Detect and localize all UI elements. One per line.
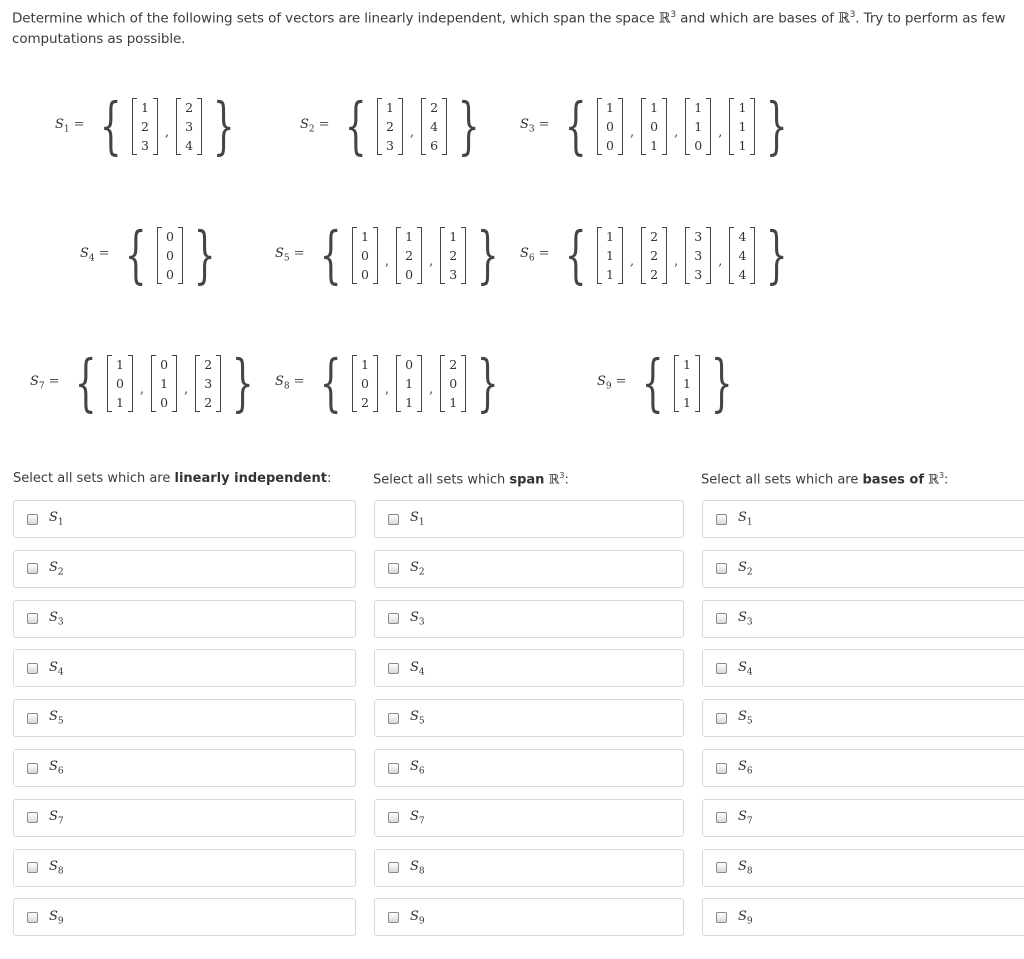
vector-entry: 3 xyxy=(204,375,213,391)
column-vector xyxy=(729,98,755,155)
checkbox[interactable] xyxy=(388,812,399,823)
span-option-s6[interactable] xyxy=(374,749,684,787)
vector-set-s1: $S_1$ = { 1 2 3 , 2 3 4 } xyxy=(55,89,235,162)
option-label: $S_4$ xyxy=(49,659,64,678)
option-label: $S_1$ xyxy=(49,510,64,528)
checkbox[interactable] xyxy=(27,862,38,873)
option-label: $S_1$ xyxy=(410,510,425,528)
checkbox[interactable] xyxy=(716,812,727,823)
vector-entry: 0 xyxy=(405,356,414,372)
checkbox[interactable] xyxy=(388,763,399,774)
vector-entry: 3 xyxy=(694,228,703,244)
checkbox[interactable] xyxy=(388,563,399,574)
vector-entry: 1 xyxy=(650,99,659,115)
set-open-brace: { xyxy=(74,346,97,419)
column-title-bases: Select all sets which are bases of ℝ$^3$: xyxy=(701,471,949,488)
checkbox[interactable] xyxy=(27,912,38,923)
vector-entry: 6 xyxy=(430,137,439,153)
vector-entry: 1 xyxy=(449,228,458,244)
vector-entry: 1 xyxy=(449,394,458,410)
vector-set-s2: $S_2$ = { 1 2 3 , 2 4 6 } xyxy=(300,89,480,162)
checkbox[interactable] xyxy=(27,613,38,624)
vector-entry: 1 xyxy=(386,99,394,115)
bases-option-s6[interactable] xyxy=(702,749,1024,787)
column-vector xyxy=(440,227,466,284)
set-close-brace: } xyxy=(766,218,788,291)
vector-entry: 1 xyxy=(116,394,124,410)
checkbox[interactable] xyxy=(716,763,727,774)
bases-option-s5[interactable] xyxy=(702,699,1024,737)
column-vector xyxy=(685,227,711,284)
linearly-independent-option-s5[interactable] xyxy=(13,699,356,737)
set-close-brace: } xyxy=(458,89,480,162)
column-vector xyxy=(674,355,700,412)
option-label: $S_7$ xyxy=(738,809,753,827)
set-open-brace: { xyxy=(564,218,587,291)
column-vector xyxy=(352,355,378,412)
problem-statement: Determine which of the following sets of vectors are linearly independent, which span the space ℝ$^3$ and which are bases of ℝ$^3$. Try to perform as few computations as possible. xyxy=(12,10,1006,47)
checkbox[interactable] xyxy=(716,663,727,674)
column-vector xyxy=(685,98,711,155)
option-label: $S_8$ xyxy=(738,858,753,877)
linearly-independent-option-s2[interactable] xyxy=(13,550,356,588)
option-label: $S_7$ xyxy=(49,809,64,827)
checkbox[interactable] xyxy=(388,613,399,624)
set-close-brace: } xyxy=(232,346,254,419)
vector-set-s5: $S_5$ = { 1 0 0 , 1 2 0 , 1 2 3 } xyxy=(275,218,499,291)
checkbox[interactable] xyxy=(27,812,38,823)
column-vector xyxy=(729,227,755,284)
column-vector xyxy=(396,227,422,284)
linearly-independent-option-s3[interactable] xyxy=(13,600,356,638)
column-vector xyxy=(151,355,177,412)
option-label: $S_6$ xyxy=(738,759,753,777)
checkbox[interactable] xyxy=(27,663,38,674)
vector-entry: 2 xyxy=(141,118,149,134)
vector-entry: 0 xyxy=(694,137,703,153)
vector-entry: 0 xyxy=(116,375,124,391)
set-label: $S_6$ = xyxy=(520,246,550,264)
vector-entry: 2 xyxy=(449,356,458,372)
vector-entry: 4 xyxy=(738,247,747,263)
vector-entry: 2 xyxy=(650,247,659,263)
linearly-independent-option-s1[interactable] xyxy=(13,500,356,538)
vector-entry: 3 xyxy=(386,137,394,153)
vector-entry: 2 xyxy=(650,228,659,244)
set-open-brace: { xyxy=(344,89,367,162)
vector-entry: 2 xyxy=(204,394,213,410)
vector-entry: 2 xyxy=(430,99,439,115)
vector-entry: 0 xyxy=(160,394,169,410)
vector-set-s3: $S_3$ = { 1 0 0 , 1 0 1 , 1 1 0 , 1 1 1 } xyxy=(520,89,788,162)
bases-option-s9[interactable] xyxy=(702,898,1024,936)
bases-option-s2[interactable] xyxy=(702,550,1024,588)
vector-set-s7: $S_7$ = { 1 0 1 , 0 1 0 , 2 3 2 } xyxy=(30,346,254,419)
column-title-linearly-independent: Select all sets which are linearly independent: xyxy=(13,471,332,486)
set-open-brace: { xyxy=(564,89,587,162)
set-close-brace: } xyxy=(766,89,788,162)
option-label: $S_7$ xyxy=(410,809,425,827)
vector-entry: 1 xyxy=(141,99,149,115)
vector-entry: 1 xyxy=(606,247,614,263)
option-label: $S_5$ xyxy=(410,709,425,727)
option-label: $S_2$ xyxy=(738,560,753,578)
option-label: $S_3$ xyxy=(49,609,64,628)
vector-entry: 2 xyxy=(185,99,194,115)
linearly-independent-option-s9[interactable] xyxy=(13,898,356,936)
checkbox[interactable] xyxy=(27,563,38,574)
vector-entry: 0 xyxy=(361,247,369,263)
option-label: $S_4$ xyxy=(738,659,753,678)
option-label: $S_5$ xyxy=(738,709,753,727)
checkbox[interactable] xyxy=(716,514,727,525)
vector-entry: 0 xyxy=(361,375,369,391)
checkbox[interactable] xyxy=(716,862,727,873)
vector-entry: 1 xyxy=(683,375,691,391)
vector-entry: 4 xyxy=(738,266,747,282)
vector-entry: 1 xyxy=(606,228,614,244)
option-label: $S_2$ xyxy=(49,560,64,578)
checkbox[interactable] xyxy=(27,514,38,525)
set-close-brace: } xyxy=(193,218,216,291)
checkbox[interactable] xyxy=(388,713,399,724)
vector-entry: 2 xyxy=(361,394,369,410)
checkbox[interactable] xyxy=(716,563,727,574)
checkbox[interactable] xyxy=(716,713,727,724)
set-open-brace: { xyxy=(319,218,342,291)
column-vector xyxy=(421,98,447,155)
linearly-independent-option-s8[interactable] xyxy=(13,849,356,887)
vector-entry: 1 xyxy=(738,118,747,134)
span-option-s9[interactable] xyxy=(374,898,684,936)
vector-entry: 0 xyxy=(166,247,174,263)
set-label: $S_3$ = xyxy=(520,117,550,135)
vector-entry: 3 xyxy=(185,118,194,134)
bases-option-s3[interactable] xyxy=(702,600,1024,638)
bases-option-s4[interactable] xyxy=(702,649,1024,687)
option-label: $S_5$ xyxy=(49,709,64,727)
vector-entry: 1 xyxy=(606,266,614,282)
vector-set-s8: $S_8$ = { 1 0 2 , 0 1 1 , 2 0 1 } xyxy=(275,346,499,419)
vector-set-s4 xyxy=(80,215,224,295)
vector-entry: 2 xyxy=(449,247,458,263)
option-label: $S_9$ xyxy=(49,908,64,927)
set-open-brace: { xyxy=(319,346,342,419)
option-label: $S_6$ xyxy=(49,759,64,777)
option-label: $S_3$ xyxy=(738,609,753,628)
column-vector xyxy=(641,227,667,284)
option-label: $S_8$ xyxy=(49,858,64,877)
vector-entry: 4 xyxy=(430,118,439,134)
set-label: $S_1$ = xyxy=(55,117,85,135)
span-option-s1[interactable] xyxy=(374,500,684,538)
bases-option-s8[interactable] xyxy=(702,849,1024,887)
bases-option-s1[interactable] xyxy=(702,500,1024,538)
vector-entry: 2 xyxy=(204,356,213,372)
set-close-brace: } xyxy=(477,218,499,291)
column-vector xyxy=(597,98,623,155)
bases-option-s7[interactable] xyxy=(702,799,1024,837)
vector-entry: 3 xyxy=(694,266,703,282)
checkbox[interactable] xyxy=(388,514,399,525)
set-label: $S_5$ = xyxy=(275,246,305,264)
vector-entry: 3 xyxy=(449,266,458,282)
checkbox[interactable] xyxy=(388,663,399,674)
column-vector xyxy=(641,98,667,155)
span-option-s3[interactable] xyxy=(374,600,684,638)
set-label: $S_8$ = xyxy=(275,374,305,392)
set-close-brace: } xyxy=(710,346,733,419)
span-option-s8[interactable] xyxy=(374,849,684,887)
vector-entry: 0 xyxy=(606,118,614,134)
checkbox[interactable] xyxy=(27,763,38,774)
set-label: $S_2$ = xyxy=(300,117,330,135)
vector-entry: 0 xyxy=(361,266,369,282)
vector-entry: 1 xyxy=(694,118,703,134)
vector-entry: 1 xyxy=(405,375,414,391)
set-label: $S_7$ = xyxy=(30,374,60,392)
column-vector xyxy=(157,227,183,284)
set-close-brace: } xyxy=(477,346,499,419)
span-option-s7[interactable] xyxy=(374,799,684,837)
checkbox[interactable] xyxy=(716,912,727,923)
column-vector xyxy=(377,98,403,155)
vector-entry: 1 xyxy=(361,356,369,372)
column-vector xyxy=(195,355,221,412)
linearly-independent-option-s7[interactable] xyxy=(13,799,356,837)
vector-entry: 1 xyxy=(683,394,691,410)
set-label: $S_9$ = xyxy=(597,374,627,392)
column-title-span: Select all sets which span ℝ$^3$: xyxy=(373,471,569,488)
vector-set-s6: $S_6$ = { 1 1 1 , 2 2 2 , 3 3 3 , 4 4 4 } xyxy=(520,218,788,291)
vector-entry: 0 xyxy=(160,356,169,372)
vector-entry: 3 xyxy=(141,137,149,153)
vector-entry: 2 xyxy=(405,247,414,263)
option-label: $S_1$ xyxy=(738,510,753,528)
column-vector xyxy=(440,355,466,412)
vector-entry: 1 xyxy=(694,99,703,115)
span-option-s5[interactable] xyxy=(374,699,684,737)
vector-entry: 1 xyxy=(405,228,414,244)
set-label: $S_4$ = xyxy=(80,246,110,264)
option-label: $S_3$ xyxy=(410,609,425,628)
option-label: $S_2$ xyxy=(410,560,425,578)
checkbox[interactable] xyxy=(716,613,727,624)
vector-entry: 0 xyxy=(166,228,174,244)
vector-entry: 2 xyxy=(386,118,394,134)
vector-entry: 4 xyxy=(738,228,747,244)
checkbox[interactable] xyxy=(388,862,399,873)
column-vector xyxy=(396,355,422,412)
vector-entry: 0 xyxy=(650,118,659,134)
vector-entry: 4 xyxy=(185,137,194,153)
vector-entry: 0 xyxy=(606,137,614,153)
vector-entry: 1 xyxy=(606,99,614,115)
column-vector xyxy=(597,227,623,284)
vector-entry: 1 xyxy=(160,375,169,391)
column-vector xyxy=(352,227,378,284)
option-label: $S_9$ xyxy=(738,908,753,927)
span-option-s4[interactable] xyxy=(374,649,684,687)
vector-entry: 0 xyxy=(166,266,174,282)
column-vector xyxy=(132,98,158,155)
vector-entry: 2 xyxy=(650,266,659,282)
vector-entry: 0 xyxy=(449,375,458,391)
checkbox[interactable] xyxy=(388,912,399,923)
set-open-brace: { xyxy=(641,346,664,419)
vector-set-s9 xyxy=(597,343,741,423)
column-vector xyxy=(107,355,133,412)
vector-entry: 0 xyxy=(405,266,414,282)
checkbox[interactable] xyxy=(27,713,38,724)
set-open-brace: { xyxy=(99,89,122,162)
option-label: $S_8$ xyxy=(410,858,425,877)
linearly-independent-option-s4[interactable] xyxy=(13,649,356,687)
vector-entry: 3 xyxy=(694,247,703,263)
vector-entry: 1 xyxy=(683,356,691,372)
option-label: $S_6$ xyxy=(410,759,425,777)
option-label: $S_9$ xyxy=(410,908,425,927)
vector-entry: 1 xyxy=(738,137,747,153)
span-option-s2[interactable] xyxy=(374,550,684,588)
set-open-brace: { xyxy=(124,218,147,291)
linearly-independent-option-s6[interactable] xyxy=(13,749,356,787)
vector-entry: 1 xyxy=(116,356,124,372)
option-label: $S_4$ xyxy=(410,659,425,678)
set-close-brace: } xyxy=(213,89,235,162)
vector-entry: 1 xyxy=(361,228,369,244)
column-vector xyxy=(176,98,202,155)
vector-entry: 1 xyxy=(650,137,659,153)
vector-entry: 1 xyxy=(405,394,414,410)
vector-entry: 1 xyxy=(738,99,747,115)
